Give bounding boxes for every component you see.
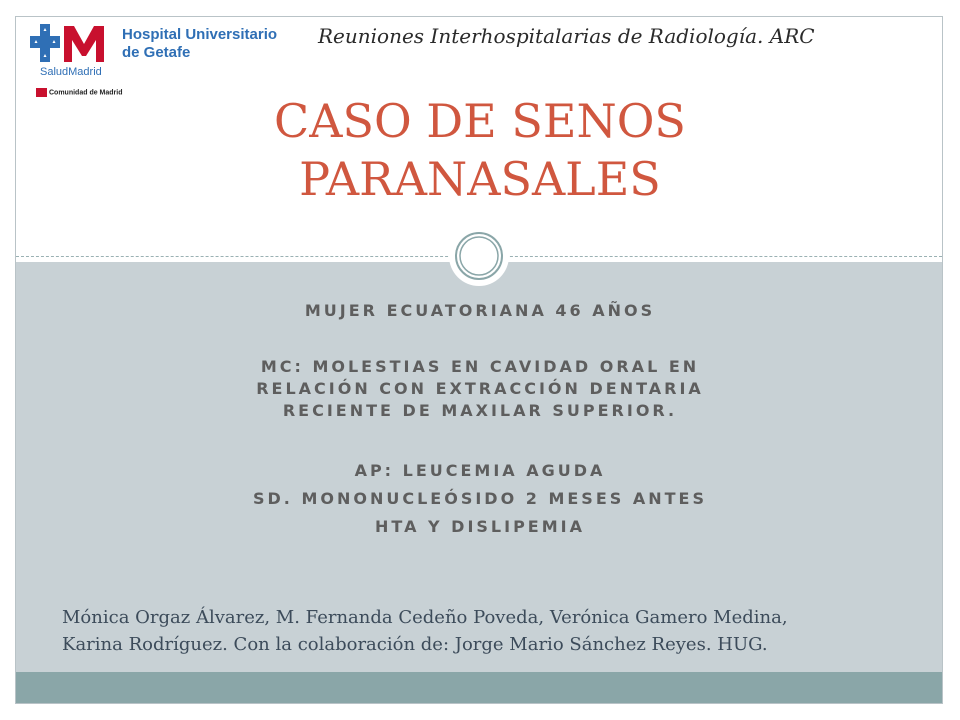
ap-line3: HTA Y DISLIPEMIA [375, 517, 585, 536]
salud-madrid-label: SaludMadrid [40, 66, 102, 78]
slide-title [160, 92, 800, 208]
mc-line1: MC: MOLESTIAS EN CAVIDAD ORAL EN [260, 357, 700, 376]
title-line1: CASO DE SENOS [274, 94, 686, 148]
circle-ornament-icon [448, 225, 510, 287]
ap-line1: AP: LEUCEMIA AGUDA [354, 461, 606, 480]
comunidad-madrid-label [36, 88, 123, 97]
bottom-band [16, 672, 942, 703]
comunidad-flag-icon [36, 88, 47, 97]
authors-line2: Karina Rodríguez. Con la colaboración de: Jorge Mario Sánchez Reyes. HUG. [62, 634, 768, 655]
header-text: Reuniones Interhospitalarias de Radiología. ARC [318, 24, 815, 48]
authors-line1: Mónica Orgaz Álvarez, M. Fernanda Cedeño Poveda, Verónica Gamero Medina, [62, 607, 788, 628]
mc-line3: RECIENTE DE MAXILAR SUPERIOR. [282, 401, 678, 420]
mc-line2: RELACIÓN CON EXTRACCIÓN DENTARIA [256, 379, 704, 398]
patient-line: MUJER ECUATORIANA 46 AÑOS [304, 301, 656, 320]
subtitle-block [120, 300, 840, 538]
comunidad-text: Comunidad de Madrid [49, 89, 123, 97]
title-line2: PARANASALES [299, 152, 661, 206]
ap-line2: SD. MONONUCLEÓSIDO 2 MESES ANTES [253, 489, 707, 508]
hospital-name-line1: Hospital Universitario [122, 26, 278, 43]
hospital-name-line2: de Getafe [122, 44, 191, 61]
salud-madrid-logo-icon [30, 22, 126, 68]
authors [62, 604, 922, 658]
